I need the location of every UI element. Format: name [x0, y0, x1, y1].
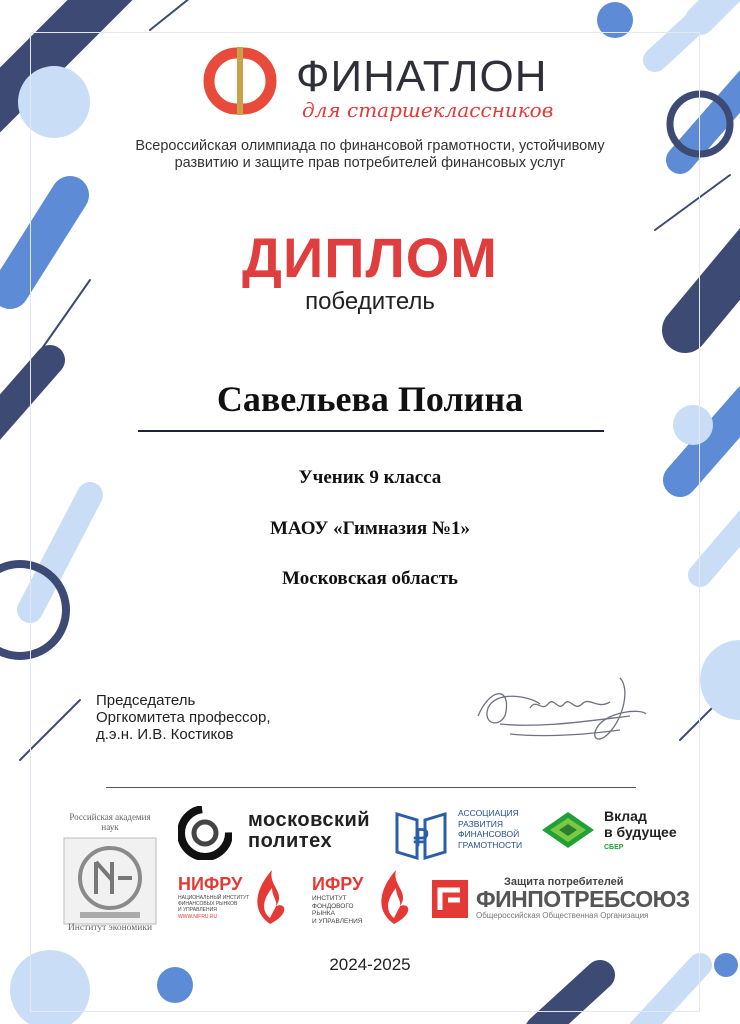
nifru-desc2: ФИНАНСОВЫХ РЫНКОВ	[178, 901, 238, 907]
mospolytech-logo-icon	[178, 806, 232, 860]
fps-top-text: Защита потребителей	[504, 876, 624, 888]
recipient-underline	[138, 430, 604, 432]
nifru-flame-icon	[246, 866, 294, 926]
deco-bar-light-right	[700, 505, 740, 575]
footer-divider	[106, 787, 636, 788]
mospolytech-line2: политех	[248, 830, 333, 852]
nifru-desc3: И УПРАВЛЕНИЯ	[178, 907, 217, 913]
fps-subtitle: Общероссийская Общественная Организация	[476, 911, 649, 920]
ifru-desc1: ИНСТИТУТ	[312, 895, 347, 902]
vklad-sber: СБЕР	[604, 844, 624, 851]
signatory-block	[96, 692, 271, 743]
assoc-line4: ГРАМОТНОСТИ	[458, 839, 523, 850]
ras-economics-institute-logo	[60, 812, 160, 933]
ifru-desc4: И УПРАВЛЕНИЯ	[312, 917, 363, 925]
award-status: победитель	[305, 288, 435, 315]
nifru-logo	[178, 874, 249, 921]
finatlon-logo-icon	[197, 47, 283, 115]
ras-logo-top-text: Российская академия наук	[69, 812, 151, 832]
olympiad-description-line1: Всероссийская олимпиада по финансовой грамотности, устойчивому	[135, 138, 605, 154]
ifru-logo	[312, 874, 363, 925]
finpotrebsoyuz-logo-text	[476, 876, 690, 920]
vklad-line2: в будущее	[604, 824, 677, 840]
academic-year: 2024-2025	[329, 955, 411, 974]
ifru-flame-icon	[370, 866, 418, 926]
vklad-line1: Вклад	[604, 808, 647, 824]
fps-name: ФИНПОТРЕБСОЮЗ	[476, 886, 690, 912]
svg-text:₽: ₽	[413, 825, 429, 852]
ifru-desc2: ФОНДОВОГО	[312, 902, 354, 910]
brand-name: ФИНАТЛОН	[296, 52, 548, 101]
recipient-name: Савельева Полина	[216, 379, 524, 419]
ras-emblem-icon	[60, 832, 160, 928]
finliteracy-association-text	[458, 808, 522, 850]
recipient-region: Московская область	[282, 568, 458, 589]
assoc-line3: ФИНАНСОВОЙ	[458, 829, 520, 839]
ifru-desc3: РЫНКА	[312, 910, 335, 917]
assoc-line1: АССОЦИАЦИЯ	[458, 808, 519, 818]
deco-circle-light-right-low	[700, 640, 740, 720]
nifru-site: WWW.NIFRU.RU	[178, 914, 218, 920]
olympiad-description	[0, 138, 740, 172]
recipient-grade: Ученик 9 класса	[298, 467, 442, 488]
nifru-name: НИФРУ	[178, 874, 243, 894]
signatory-name: д.э.н. И.В. Костиков	[96, 726, 234, 743]
vklad-logo-text	[604, 808, 677, 856]
ras-logo-bottom-text: Институт экономики	[67, 923, 153, 933]
brand-subtitle: для старшеклассников	[302, 98, 554, 122]
nifru-desc1: НАЦИОНАЛЬНЫЙ ИНСТИТУТ	[178, 895, 250, 901]
signature-image	[470, 668, 650, 752]
olympiad-description-line2: развитию и защите прав потребителей финансовых услуг	[174, 155, 566, 171]
diploma-title: ДИПЛОМ	[242, 226, 498, 289]
finliteracy-association-logo-icon	[393, 806, 449, 862]
signatory-committee: Оргкомитета профессор,	[96, 709, 271, 726]
vklad-logo-icon	[540, 810, 596, 850]
assoc-line2: РАЗВИТИЯ	[458, 818, 504, 829]
recipient-school: МАОУ «Гимназия №1»	[269, 518, 471, 539]
mospolytech-logo-text	[248, 810, 370, 852]
mospolytech-line1: московский	[248, 809, 371, 831]
ifru-name: ИФРУ	[312, 874, 364, 894]
deco-line-top	[150, 0, 200, 30]
finpotrebsoyuz-logo-icon	[430, 878, 470, 920]
signatory-position: Председатель	[96, 692, 196, 709]
